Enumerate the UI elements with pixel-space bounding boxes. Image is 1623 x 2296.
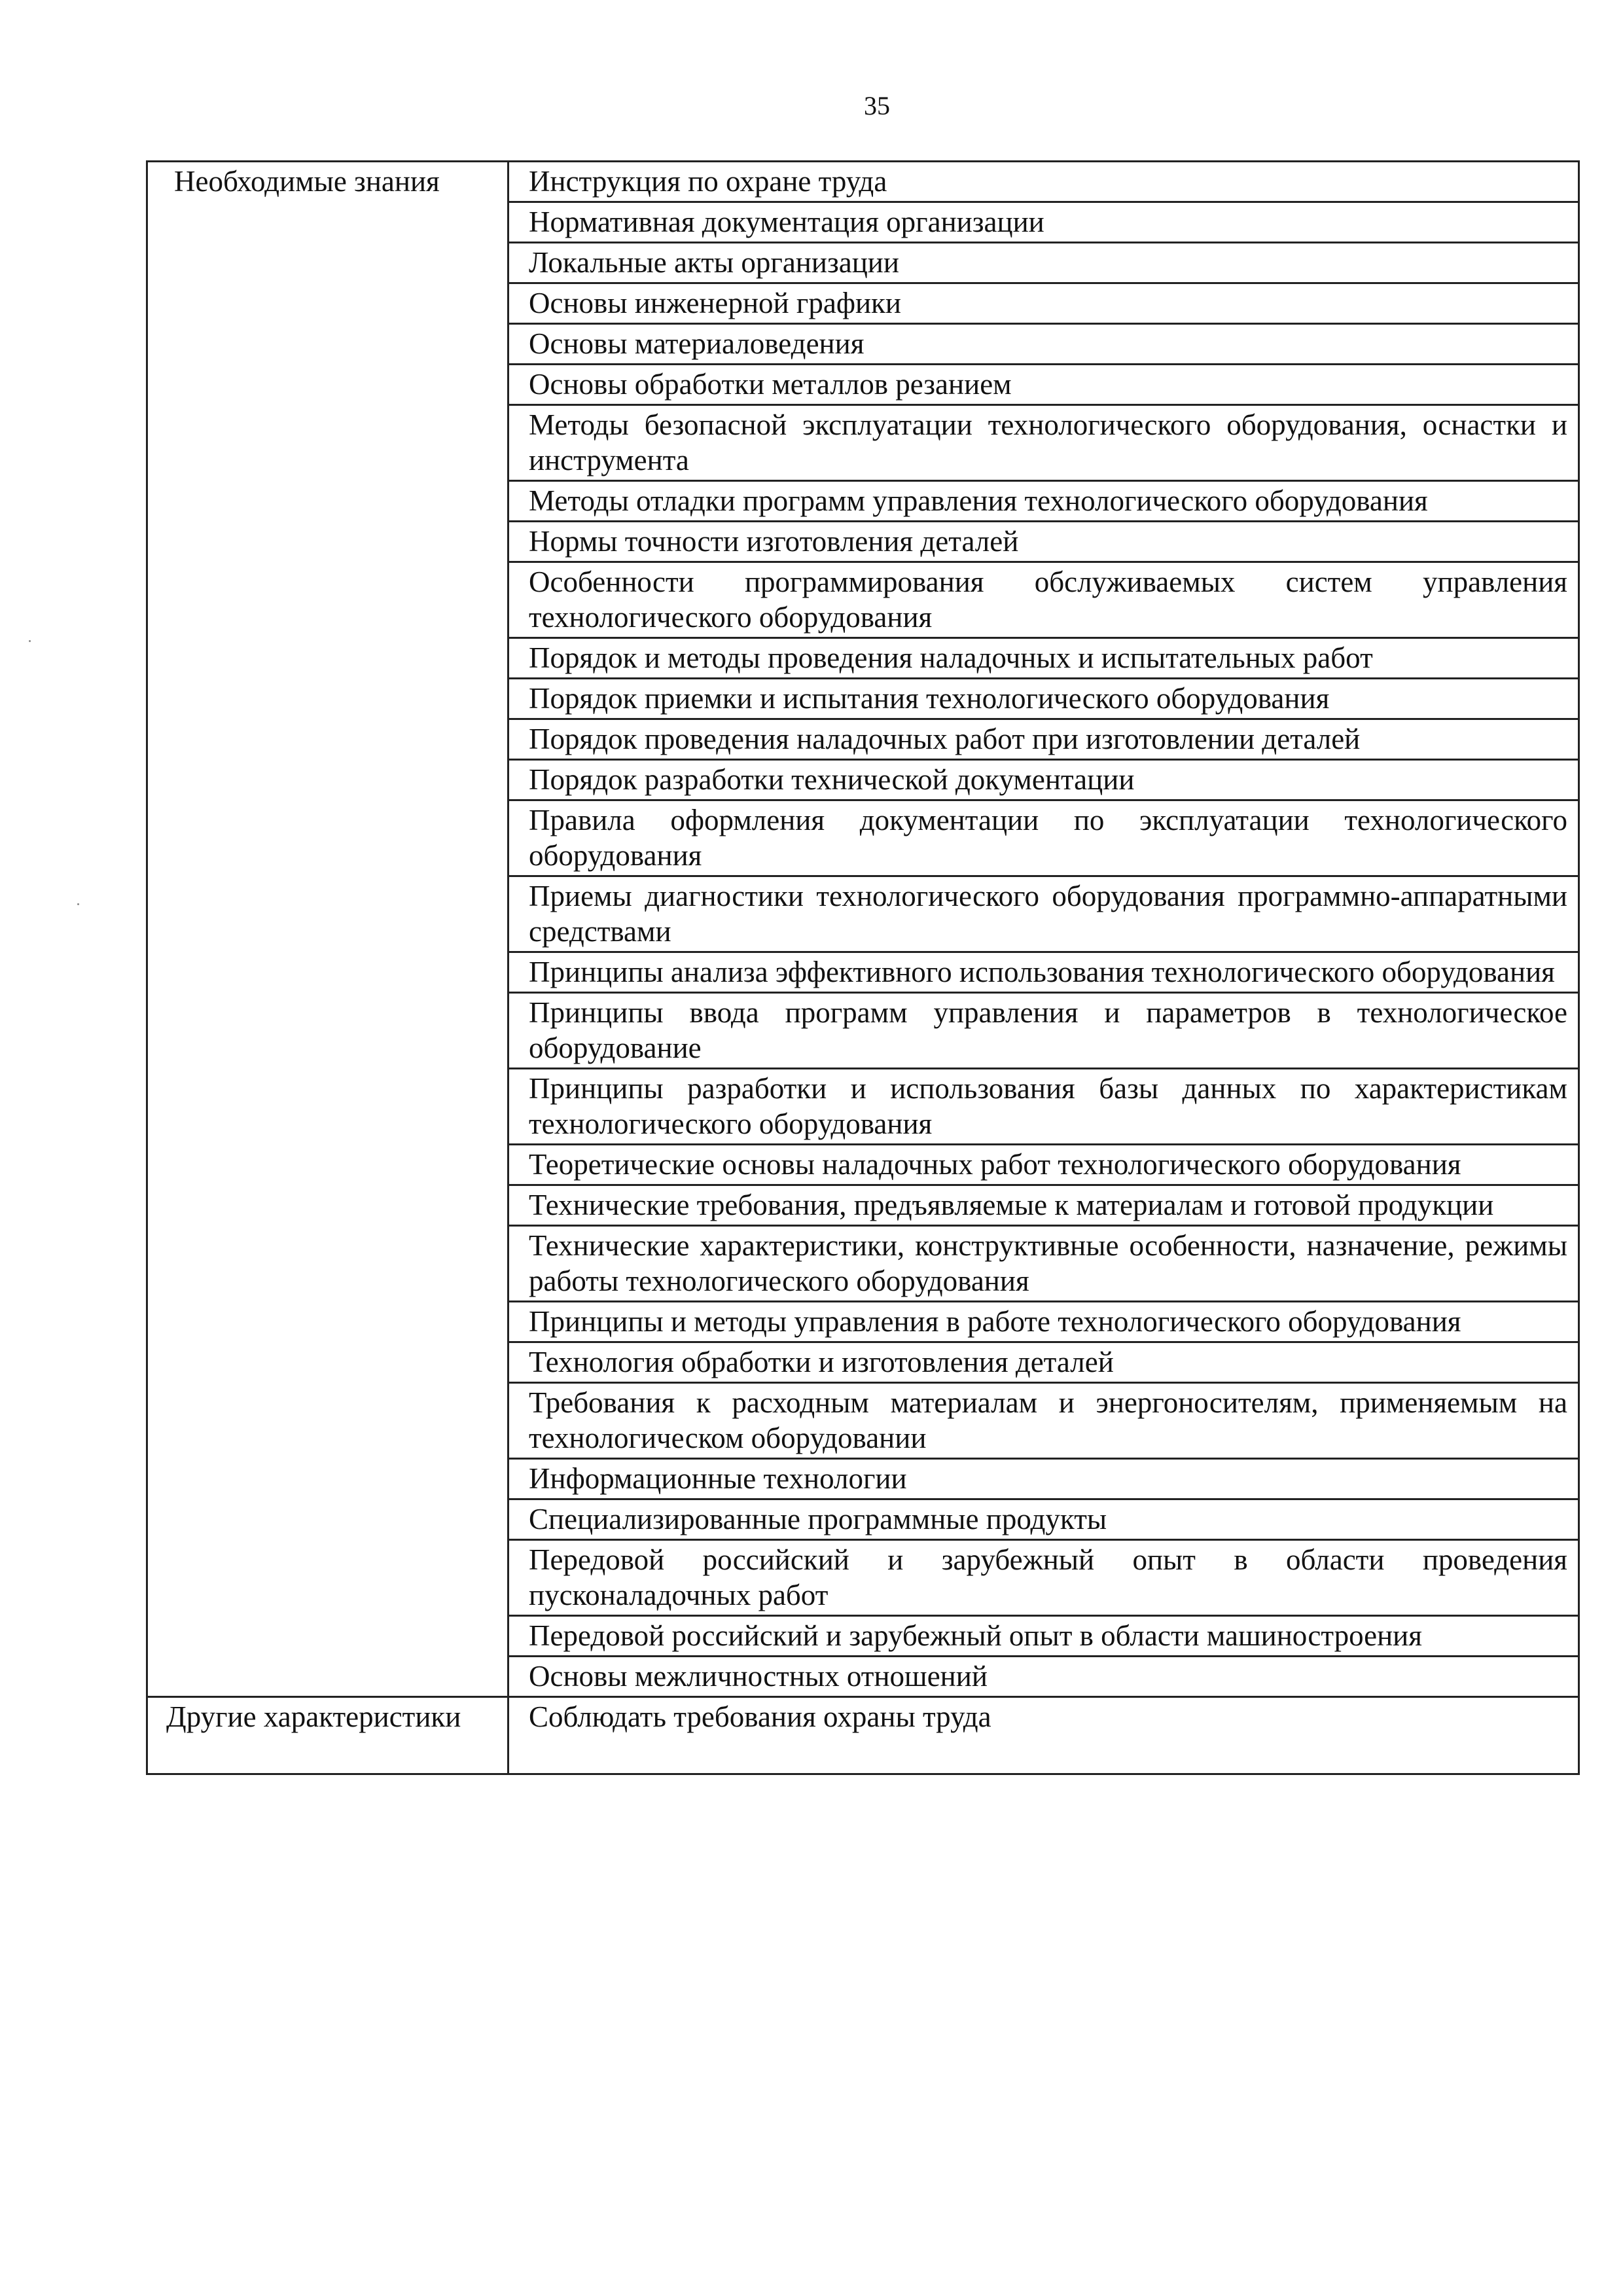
other-characteristics-label: Другие характеристики	[147, 1697, 508, 1774]
table-row	[147, 1697, 1579, 1774]
table-row	[147, 162, 1579, 202]
knowledge-item: Порядок проведения наладочных работ при изготовлении деталей	[508, 719, 1579, 760]
knowledge-item: Порядок приемки и испытания технологического оборудования	[508, 679, 1579, 719]
knowledge-item: Порядок разработки технической документации	[508, 760, 1579, 800]
knowledge-item: Особенности программирования обслуживаемых систем управления технологического оборудования	[508, 562, 1579, 638]
knowledge-item: Принципы ввода программ управления и параметров в технологическое оборудование	[508, 993, 1579, 1069]
requirements-table	[146, 160, 1580, 1775]
knowledge-item: Методы отладки программ управления технологического оборудования	[508, 481, 1579, 522]
table-body	[147, 162, 1579, 1774]
knowledge-item: Основы обработки металлов резанием	[508, 365, 1579, 405]
knowledge-item: Информационные технологии	[508, 1459, 1579, 1499]
scan-speck	[77, 903, 79, 905]
knowledge-item: Основы материаловедения	[508, 324, 1579, 365]
page-number: 35	[864, 91, 890, 120]
knowledge-item: Основы инженерной графики	[508, 283, 1579, 324]
knowledge-item: Требования к расходным материалам и энергоносителям, применяемым на технологическом оборудовании	[508, 1383, 1579, 1459]
knowledge-item: Специализированные программные продукты	[508, 1499, 1579, 1540]
knowledge-item: Нормативная документация организации	[508, 202, 1579, 243]
knowledge-item: Методы безопасной эксплуатации технологического оборудования, оснастки и инструмента	[508, 405, 1579, 481]
knowledge-item: Инструкция по охране труда	[508, 162, 1579, 202]
scan-speck	[29, 640, 31, 642]
knowledge-item: Технические требования, предъявляемые к материалам и готовой продукции	[508, 1185, 1579, 1226]
knowledge-item: Технология обработки и изготовления деталей	[508, 1342, 1579, 1383]
knowledge-item: Технические характеристики, конструктивные особенности, назначение, режимы работы технологического оборудования	[508, 1226, 1579, 1302]
other-characteristics-value: Соблюдать требования охраны труда	[508, 1697, 1579, 1774]
knowledge-item: Принципы разработки и использования базы данных по характеристикам технологического оборудования	[508, 1069, 1579, 1145]
knowledge-label: Необходимые знания	[147, 162, 508, 1697]
knowledge-item: Теоретические основы наладочных работ технологического оборудования	[508, 1145, 1579, 1185]
knowledge-item: Передовой российский и зарубежный опыт в области машиностроения	[508, 1616, 1579, 1657]
knowledge-item: Принципы анализа эффективного использования технологического оборудования	[508, 952, 1579, 993]
knowledge-item: Принципы и методы управления в работе технологического оборудования	[508, 1302, 1579, 1342]
knowledge-item: Порядок и методы проведения наладочных и испытательных работ	[508, 638, 1579, 679]
knowledge-item: Основы межличностных отношений	[508, 1657, 1579, 1697]
knowledge-item: Правила оформления документации по эксплуатации технологического оборудования	[508, 800, 1579, 876]
knowledge-item: Локальные акты организации	[508, 243, 1579, 283]
knowledge-item: Приемы диагностики технологического оборудования программно-аппаратными средствами	[508, 876, 1579, 952]
knowledge-item: Передовой российский и зарубежный опыт в области проведения пусконаладочных работ	[508, 1540, 1579, 1616]
knowledge-item: Нормы точности изготовления деталей	[508, 522, 1579, 562]
